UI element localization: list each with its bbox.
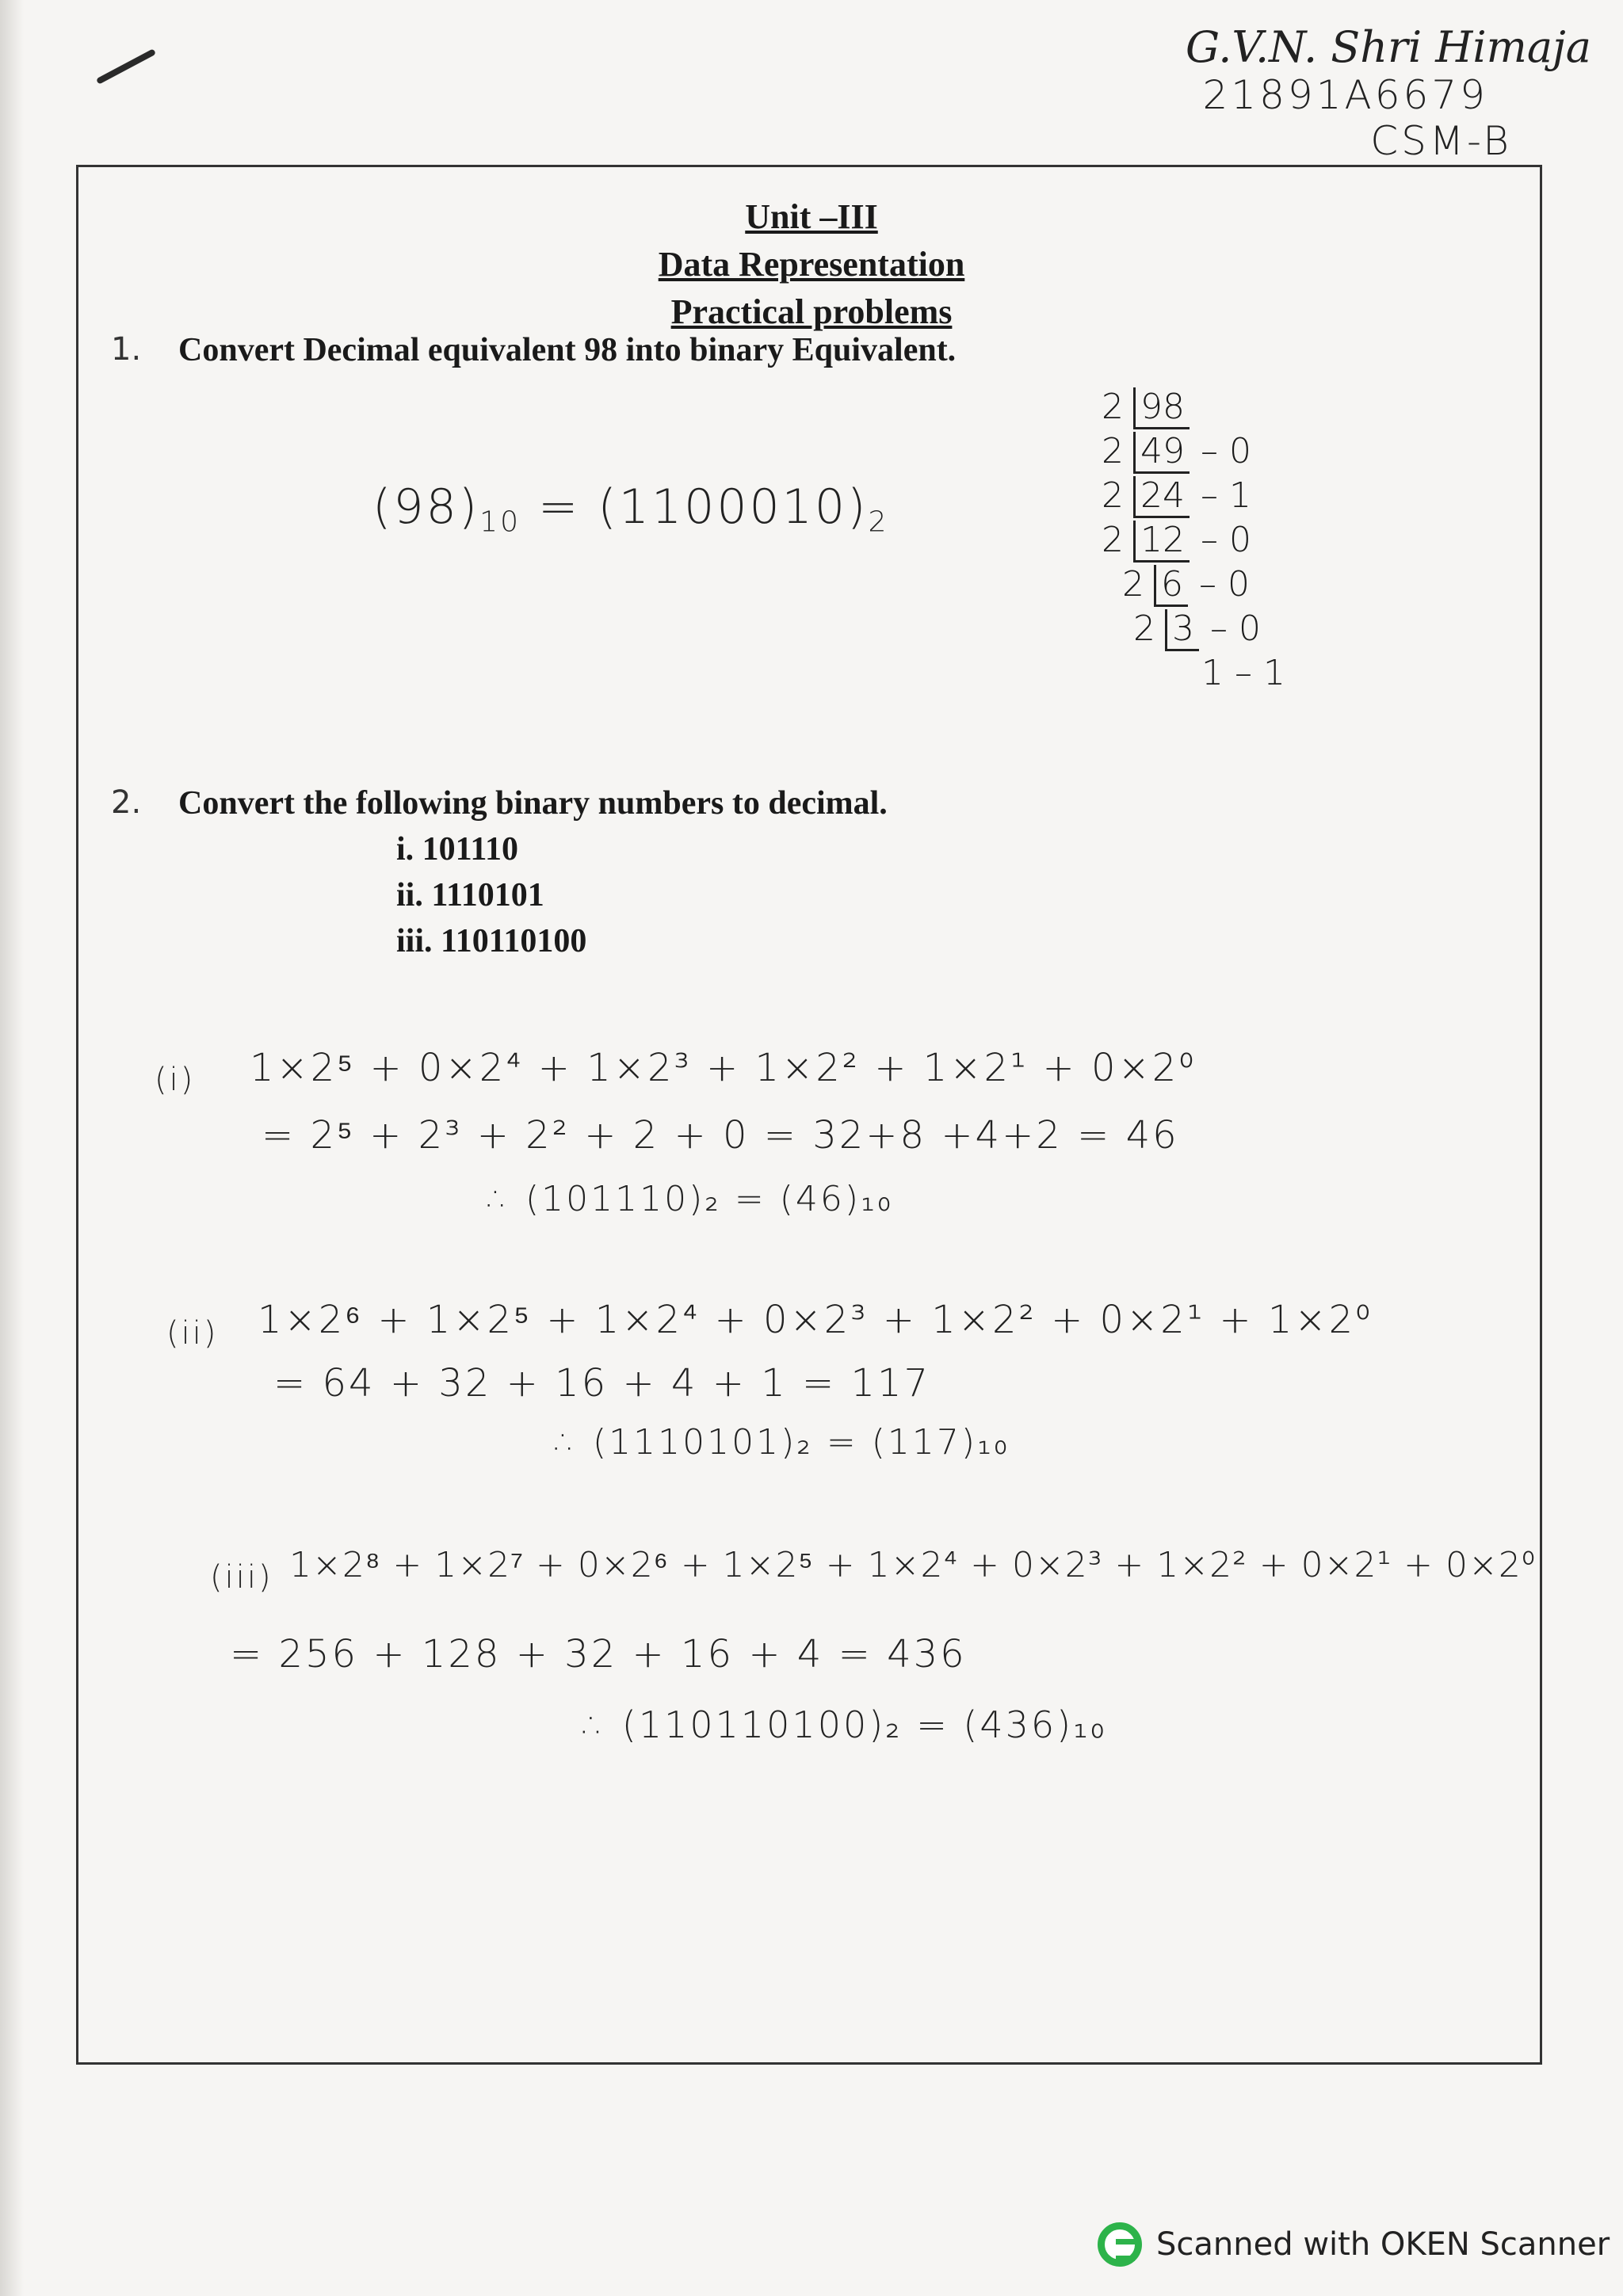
q2-option-iii: iii. 110110100 — [396, 923, 587, 959]
topic-heading: Data Representation — [658, 245, 965, 284]
scanner-watermark — [1098, 2222, 1610, 2267]
division-row — [1102, 475, 1251, 518]
division-remainder: – 0 — [1201, 520, 1251, 560]
scanner-text: Scanned with OKEN Scanner — [1156, 2226, 1610, 2263]
part-i-expansion: 1×2⁵ + 0×2⁴ + 1×2³ + 1×2² + 1×2¹ + 0×2⁰ — [250, 1046, 1197, 1090]
q1-answer-lhs: (98) — [372, 479, 480, 535]
part-i-sum: = 2⁵ + 2³ + 2² + 2 + 0 = 32+8 +4+2 = 46 — [262, 1113, 1179, 1158]
part-iii-sum: = 256 + 128 + 32 + 16 + 4 = 436 — [230, 1632, 967, 1676]
q1-answer — [372, 479, 888, 538]
division-remainder: – 0 — [1201, 431, 1251, 471]
q2-option-i: i. 101110 — [396, 831, 519, 868]
division-row — [1102, 431, 1251, 474]
part-iii-expansion: 1×2⁸ + 1×2⁷ + 0×2⁶ + 1×2⁵ + 1×2⁴ + 0×2³ + 1×2² + 0×2¹ + 0×2⁰ — [289, 1545, 1537, 1585]
division-remainder: – 0 — [1210, 608, 1261, 649]
question-2-text: Convert the following binary numbers to decimal. — [178, 785, 888, 822]
division-working — [1102, 387, 1292, 704]
student-roll-number: 21891A6679 — [1202, 72, 1488, 118]
division-row — [1133, 608, 1261, 651]
subtitle-heading: Practical problems — [670, 292, 953, 331]
q1-answer-rhs-base: 2 — [868, 505, 889, 539]
division-row — [1170, 653, 1285, 693]
division-divisor: 2 — [1102, 431, 1124, 471]
q1-answer-lhs-base: 10 — [479, 505, 521, 539]
part-ii-expansion: 1×2⁶ + 1×2⁵ + 1×2⁴ + 0×2³ + 1×2² + 0×2¹ + 1×2⁰ — [258, 1298, 1373, 1342]
part-ii-sum: = 64 + 32 + 16 + 4 + 1 = 117 — [273, 1361, 931, 1405]
division-dividend: 98 — [1133, 387, 1190, 429]
division-remainder: – 0 — [1199, 564, 1250, 605]
division-row — [1102, 387, 1190, 429]
division-divisor: 2 — [1102, 520, 1124, 560]
student-section: CSM-B — [1370, 118, 1512, 164]
oken-scanner-logo-icon — [1098, 2222, 1142, 2267]
division-dividend: 3 — [1165, 609, 1199, 651]
division-dividend: 49 — [1133, 432, 1190, 474]
pen-mark — [96, 48, 156, 85]
division-remainder: – 1 — [1235, 653, 1285, 693]
part-i-label: (i) — [155, 1062, 196, 1098]
division-divisor: 2 — [1122, 564, 1144, 605]
student-name: G.V.N. Shri Himaja — [1186, 22, 1591, 72]
division-divisor: 2 — [1133, 608, 1155, 649]
unit-heading: Unit –III — [745, 197, 878, 236]
student-info — [1116, 22, 1591, 164]
division-dividend: 24 — [1133, 476, 1190, 518]
division-row — [1122, 564, 1250, 607]
question-2-number: 2. — [111, 784, 142, 821]
division-remainder: – 1 — [1201, 475, 1251, 516]
question-1-number: 1. — [111, 331, 142, 368]
part-ii-label: (ii) — [166, 1315, 219, 1352]
part-ii-result: ∴ (1110101)₂ = (117)₁₀ — [555, 1422, 1010, 1463]
question-1-text: Convert Decimal equivalent 98 into binary Equivalent. — [178, 332, 957, 368]
division-dividend: 1 — [1201, 653, 1224, 693]
q1-answer-mid: = (1100010) — [520, 479, 869, 535]
division-divisor: 2 — [1102, 387, 1124, 427]
division-row — [1102, 520, 1251, 563]
part-iii-label: (iii) — [210, 1559, 273, 1596]
division-dividend: 6 — [1154, 565, 1188, 607]
page-edge-shadow — [0, 0, 24, 2296]
q2-option-ii: ii. 1110101 — [396, 877, 544, 913]
part-iii-result: ∴ (110110100)₂ = (436)₁₀ — [582, 1703, 1107, 1746]
division-dividend: 12 — [1133, 521, 1190, 563]
division-divisor: 2 — [1102, 475, 1124, 516]
part-i-result: ∴ (101110)₂ = (46)₁₀ — [487, 1179, 894, 1219]
